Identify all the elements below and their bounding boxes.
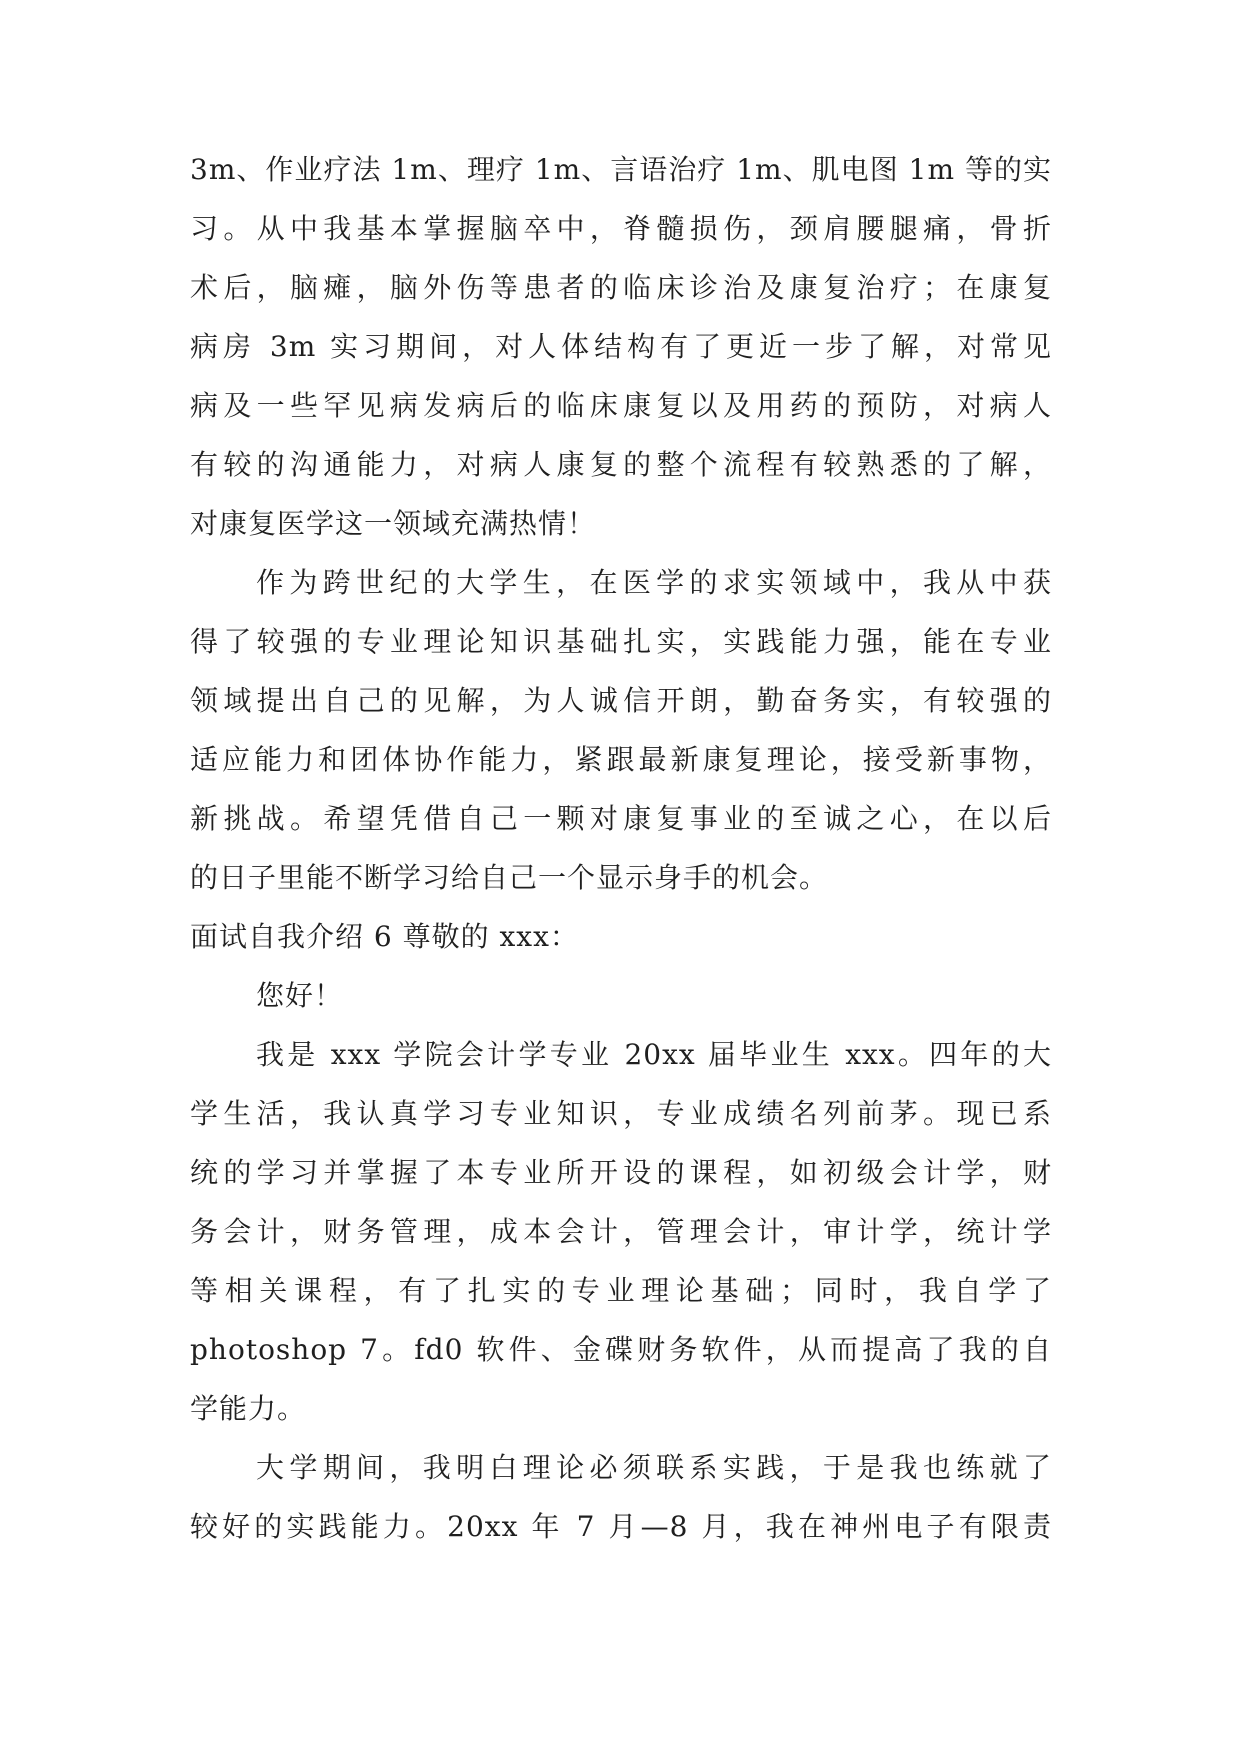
text-line: 病房 3m 实习期间，对人体结构有了更近一步了解，对常见 (190, 330, 1052, 363)
text-line: 领域提出自己的见解，为人诚信开朗，勤奋务实，有较强的 (190, 684, 1052, 717)
text-line: 病及一些罕见病发病后的临床康复以及用药的预防，对病人 (190, 389, 1052, 422)
document-page (190, 140, 1052, 1556)
text-line: 务会计，财务管理，成本会计，管理会计，审计学，统计学 (190, 1215, 1052, 1248)
text-line: 得了较强的专业理论知识基础扎实，实践能力强，能在专业 (190, 625, 1052, 658)
text-line: 对康复医学这一领域充满热情！ (190, 507, 597, 540)
text-line: 学生活，我认真学习专业知识，专业成绩名列前茅。现已系 (190, 1097, 1052, 1130)
greeting: 您好！ (256, 979, 344, 1012)
text-line: photoshop 7。fd0 软件、金碟财务软件，从而提高了我的自 (190, 1333, 1052, 1366)
section-heading: 面试自我介绍 6 尊敬的 xxx： (190, 920, 579, 953)
text-line: 学能力。 (190, 1392, 307, 1425)
text-line: 等相关课程，有了扎实的专业理论基础；同时，我自学了 (190, 1274, 1052, 1307)
text-line: 较好的实践能力。20xx 年 7 月—8 月，我在神州电子有限责 (190, 1510, 1052, 1543)
text-line: 我是 xxx 学院会计学专业 20xx 届毕业生 xxx。四年的大 (256, 1038, 1052, 1071)
text-line: 有较的沟通能力，对病人康复的整个流程有较熟悉的了解， (190, 448, 1052, 481)
text-line: 大学期间，我明白理论必须联系实践，于是我也练就了 (256, 1451, 1052, 1484)
text-line: 3m、作业疗法 1m、理疗 1m、言语治疗 1m、肌电图 1m 等的实 (190, 153, 1052, 186)
text-line: 作为跨世纪的大学生，在医学的求实领域中，我从中获 (256, 566, 1052, 599)
text-line: 习。从中我基本掌握脑卒中，脊髓损伤，颈肩腰腿痛，骨折 (190, 212, 1052, 245)
text-line: 术后，脑瘫，脑外伤等患者的临床诊治及康复治疗；在康复 (190, 271, 1052, 304)
text-line: 的日子里能不断学习给自己一个显示身手的机会。 (190, 861, 829, 894)
text-line: 新挑战。希望凭借自己一颗对康复事业的至诚之心，在以后 (190, 802, 1052, 835)
text-line: 统的学习并掌握了本专业所开设的课程，如初级会计学，财 (190, 1156, 1052, 1189)
text-line: 适应能力和团体协作能力，紧跟最新康复理论，接受新事物， (190, 743, 1052, 776)
